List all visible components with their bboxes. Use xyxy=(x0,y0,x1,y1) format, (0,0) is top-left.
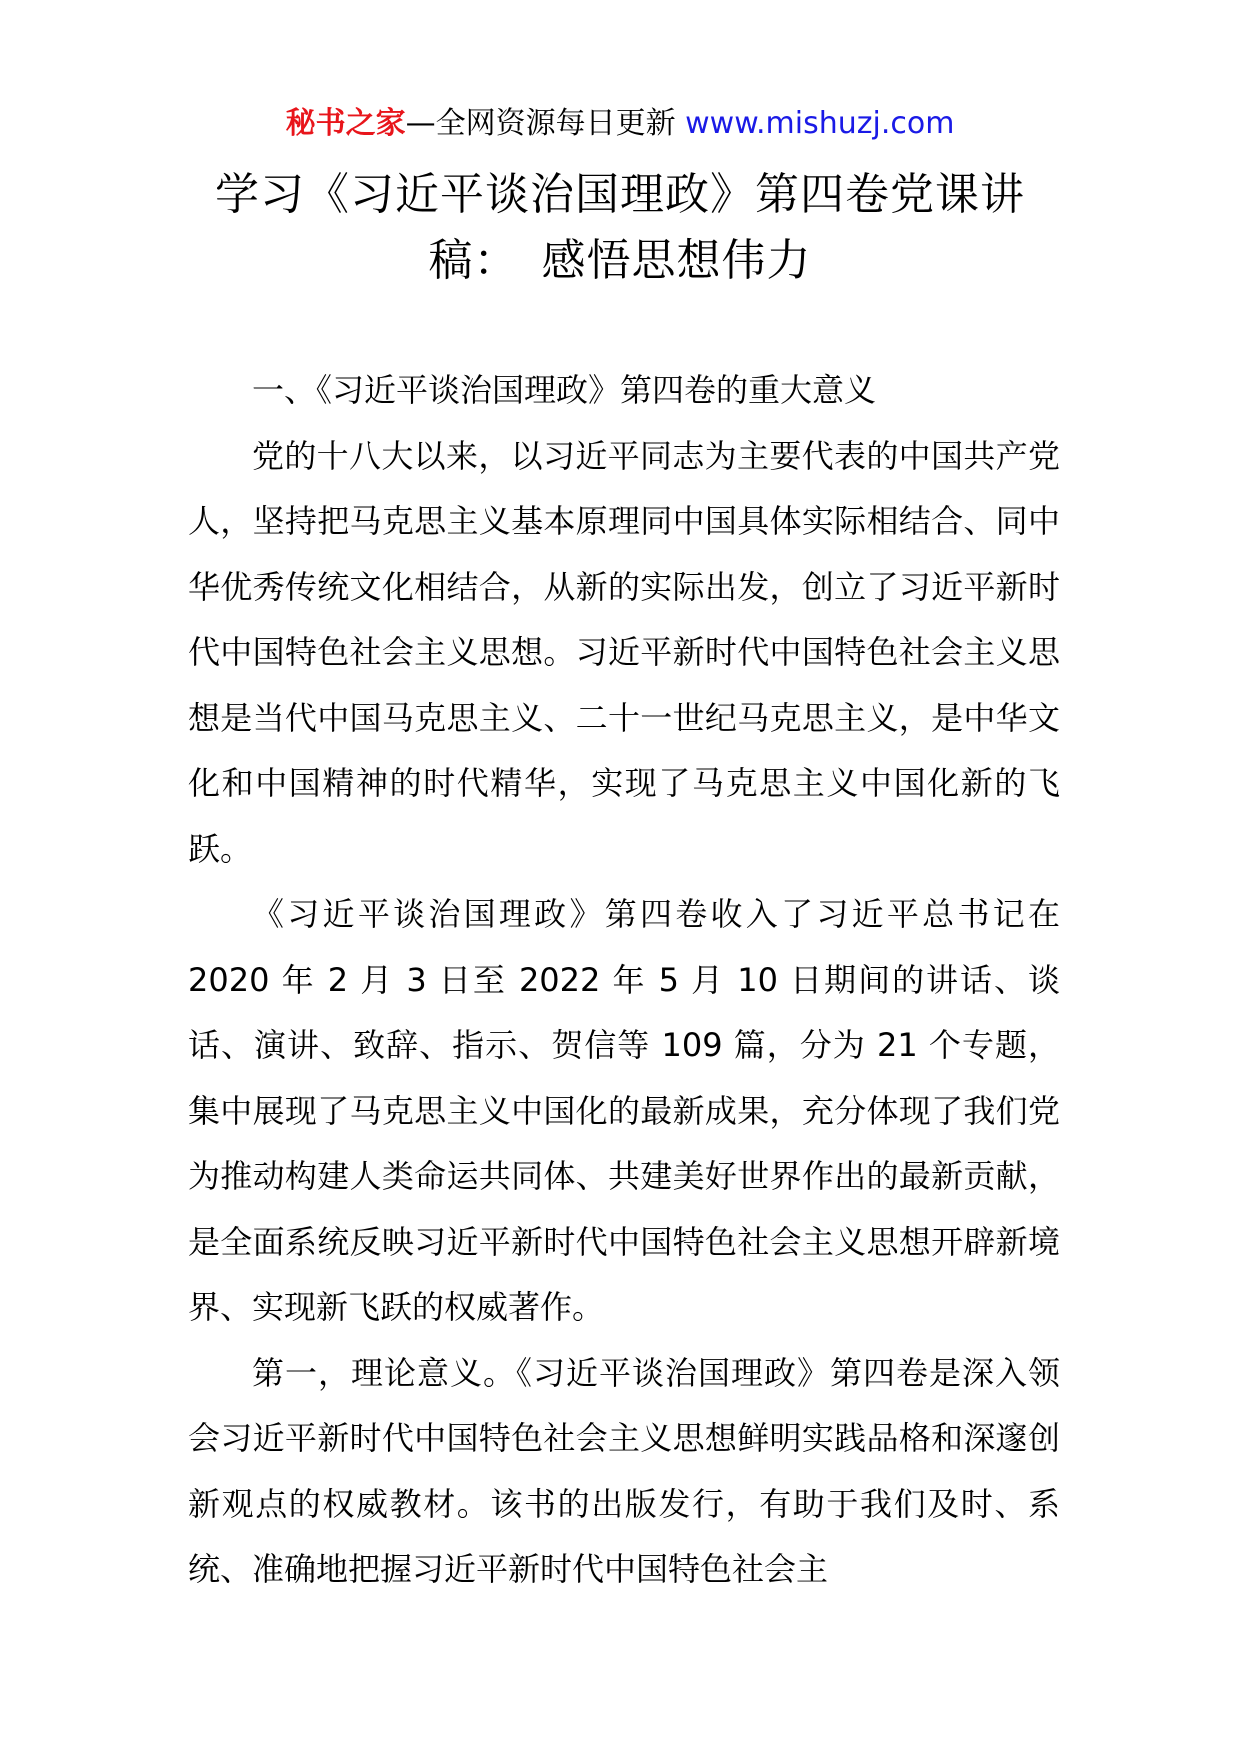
title-line-2: 稿： 感悟思想伟力 xyxy=(428,235,812,286)
site-header xyxy=(0,102,1240,146)
header-slogan: —全网资源每日更新 xyxy=(405,106,686,141)
document-body xyxy=(188,358,1060,1603)
paragraph: 第一，理论意义。《习近平谈治国理政》第四卷是深入领会习近平新时代中国特色社会主义思想鲜明实践品格和深邃创新观点的权威教材。该书的出版发行，有助于我们及时、系统、准确地把握习近平新时代中国特色社会主 xyxy=(188,1353,1060,1588)
title-line-1: 学习《习近平谈治国理政》第四卷党课讲 xyxy=(215,169,1025,220)
document-title xyxy=(150,162,1090,294)
brand-name: 秘书之家 xyxy=(285,106,406,141)
paragraph: 党的十八大以来，以习近平同志为主要代表的中国共产党人，坚持把马克思主义基本原理同中国具体实际相结合、同中华优秀传统文化相结合，从新的实际出发，创立了习近平新时代中国特色社会主义思想。习近平新时代中国特色社会主义思想是当代中国马克思主义、二十一世纪马克思主义，是中华文化和中国精神的时代精华，实现了马克思主义中国化新的飞跃。 xyxy=(188,436,1060,868)
site-url-link[interactable]: www.mishuzj.com xyxy=(685,106,955,141)
section-heading: 一、《习近平谈治国理政》第四卷的重大意义 xyxy=(252,371,877,409)
paragraph: 《习近平谈治国理政》第四卷收入了习近平总书记在2020 年 2 月 3 日至 2022 年 5 月 10 日期间的讲话、谈话、演讲、致辞、指示、贺信等 109 篇，分为 21 个专题，集中展现了马克思主义中国化的最新成果，充分体现了我们党为推动构建人类命运共同体、共建美好世界作出的最新贡献，是全面系统反映习近平新时代中国特色社会主义思想开辟新境界、实现新飞跃的权威著作。 xyxy=(188,895,1060,1326)
